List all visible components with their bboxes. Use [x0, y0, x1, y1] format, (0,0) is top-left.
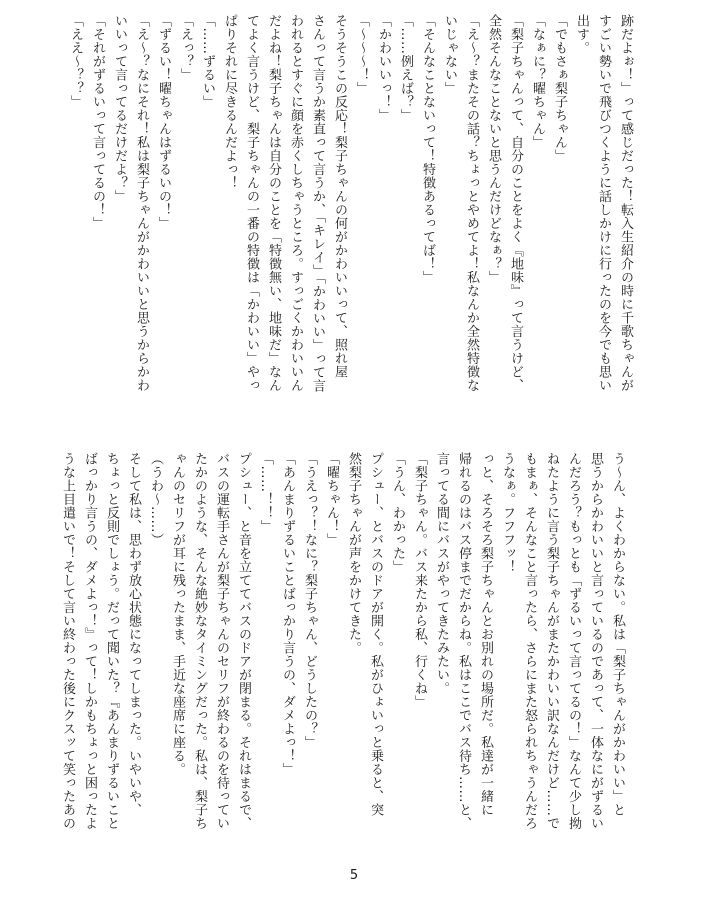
- text-line: ちょっと反則でしょう。だって聞いた？『あんまりずるいこと: [104, 452, 119, 830]
- text-line: 然梨子ちゃんが声をかけてきた。: [346, 452, 361, 655]
- page-number: 5: [349, 868, 359, 883]
- text-line: 出す。: [574, 14, 589, 55]
- text-line: さんって言うか素直って言うか、「キレイ」「かわいい」って言: [310, 14, 325, 393]
- text-line: うなぁ。フフフッ！: [500, 452, 515, 574]
- text-line: 「曜ちゃん！」: [324, 452, 339, 547]
- text-block-lower: [60, 452, 628, 837]
- text-line: 「ええ〜？？」: [68, 14, 83, 109]
- text-line: う〜ん、よくわからない。私は「梨子ちゃんがかわいい」と: [610, 452, 625, 817]
- text-line: 「〜〜〜！」: [354, 14, 369, 95]
- text-line: 「えっ？」: [178, 14, 193, 82]
- text-line: 言ってる間にバスがやってきたみたい。: [434, 452, 449, 695]
- text-line: そうそうこの反応！梨子ちゃんの何がかわいいって、照れ屋: [332, 14, 347, 379]
- text-line: ゃんのセリフが耳に残ったまま、手近な座席に座る。: [170, 452, 185, 776]
- text-line: だよね！梨子ちゃんは自分のことを「特徴無い、地味だ」なん: [266, 14, 281, 392]
- text-line: 「梨子ちゃんって、自分のことをよく『地味』って言うけど、: [508, 14, 523, 392]
- text-line: 「……！！」: [258, 452, 273, 533]
- text-line: 「なぁに？曜ちゃん」: [530, 14, 545, 149]
- text-line: 跡だよぉ！」って感じだった！転入生紹介の時に千歌ちゃんが: [618, 14, 633, 392]
- text-line: 全然そんなことないと思うんだけどなぁ？」: [486, 14, 501, 284]
- text-line: 「でもさぁ梨子ちゃん」: [552, 14, 567, 163]
- text-line: 「……例えば？」: [398, 14, 413, 122]
- text-line: いじゃない」: [442, 14, 457, 95]
- text-line: っと、そろそろ梨子ちゃんとお別れの場所だ。私達が一緒に: [478, 452, 493, 817]
- text-line: バスの運転手さんが梨子ちゃんのセリフが終わるのを待ってい: [214, 452, 229, 830]
- text-line: 「そんなことないって！特徴あるってば！」: [420, 14, 435, 284]
- text-block-upper: [68, 14, 636, 394]
- text-line: 「うん、わかった」: [390, 452, 405, 574]
- text-line: いいって言ってるだけだよ？」: [112, 14, 127, 203]
- text-line: すごい勢いで飛びつくように話しかけに行ったのを今でも思い: [596, 14, 611, 392]
- text-line: 「うえっ？！なに？梨子ちゃん、どうしたの？」: [302, 452, 317, 749]
- text-line: うな上目遣いで！そして言い終わった後にクスッて笑ったあの: [60, 452, 75, 830]
- text-line: 「え〜？なにそれ！私は梨子ちゃんがかわいいと思うからかわ: [134, 14, 149, 392]
- text-line: てよく言うけど、梨子ちゃんの一番の特徴は「かわいい」やっ: [244, 14, 259, 392]
- text-line: プシュー、と音を立ててバスのドアが閉まる。それはまるで、: [236, 452, 251, 830]
- text-line: んだろう？もっとも「ずるいって言ってるの！」なんて少し拗: [566, 452, 581, 830]
- text-line: もまぁ、そんなこと言ったら、さらにまた怒られちゃうんだろ: [522, 452, 537, 830]
- text-line: ぱりそれに尽きるんだよっ！: [222, 14, 237, 190]
- text-line: 帰れるのはバス停までだからね。私はここでバス待ち……と、: [456, 452, 471, 830]
- text-line: 「梨子ちゃん。バス来たから私、行くね」: [412, 452, 427, 709]
- text-line: プシュー、とバスのドアが開く。私がひょいっと乗ると、突: [368, 452, 383, 817]
- text-line: 「……ずるい」: [200, 14, 215, 109]
- text-line: 思うからかわいいと言っているのであって、一体なにがずるい: [588, 452, 603, 830]
- text-line: そして私は、思わず放心状態になってしまった。いやいや、: [126, 452, 141, 817]
- text-line: 「ずるい！曜ちゃんはずるいの！」: [156, 14, 171, 230]
- text-line: われるとすぐに顔を赤くしちゃうところ。すっごくかわいいん: [288, 14, 303, 392]
- text-line: ばっかり言うの、ダメよっ！』って！しかもちょっと困ったよ: [82, 452, 97, 830]
- text-line: たかのような、そんな絶妙なタイミングだった。私は、梨子ち: [192, 452, 207, 830]
- text-line: 「あんまりずるいことばっかり言うの、ダメよっ！」: [280, 452, 295, 776]
- text-line: 「それがずるいって言ってるの！」: [90, 14, 105, 230]
- text-line: ねたように言う梨子ちゃんがまたかわいい訳なんだけど……で: [544, 452, 559, 830]
- text-line: 「かわいいっ！」: [376, 14, 391, 122]
- text-line: 「え〜？またその話？ちょっとやめてよ！私なんか全然特徴な: [464, 14, 479, 392]
- text-line: （うわ〜……）: [148, 452, 163, 547]
